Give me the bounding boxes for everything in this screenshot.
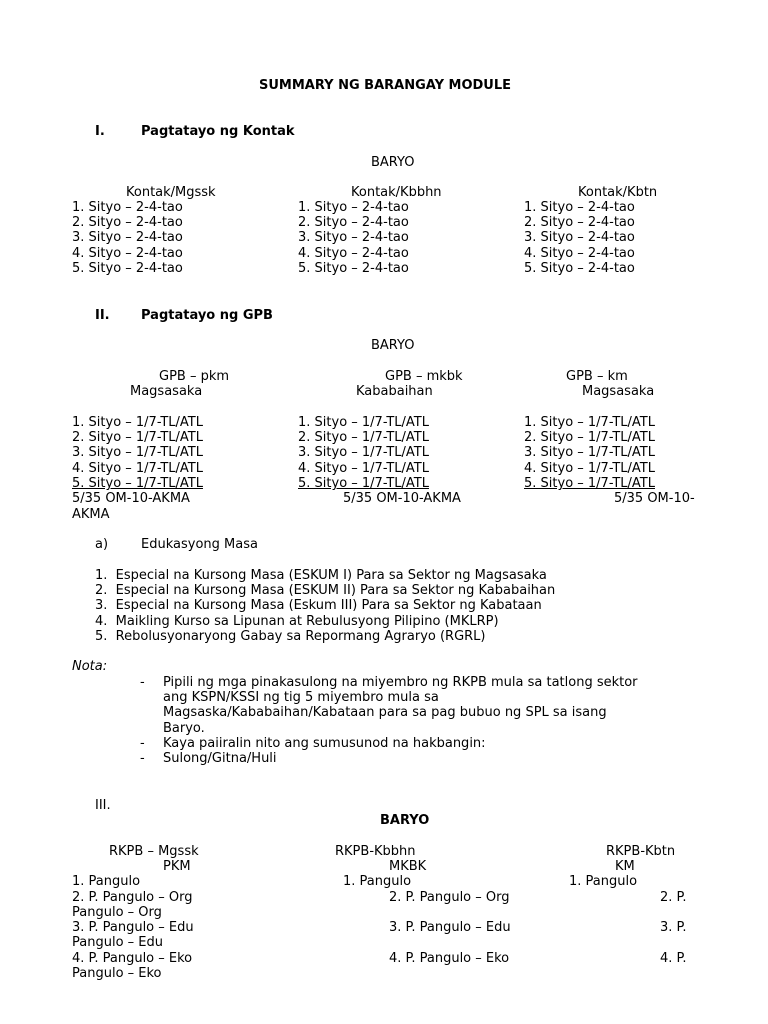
gpb-km-subheader: Magsasaka bbox=[582, 384, 655, 399]
officer-item: 4. P. bbox=[660, 951, 687, 966]
gpb-pkm-subheader: Magsasaka bbox=[130, 384, 203, 399]
officer-item-wrap: Pangulo – Eko bbox=[72, 966, 162, 981]
list-item: 5. Sityo – 1/7-TL/ATL bbox=[72, 476, 203, 491]
list-item: 4. Sityo – 1/7-TL/ATL bbox=[524, 461, 655, 476]
rkpb-kbbhn-header: RKPB-Kbbhn bbox=[335, 844, 416, 859]
list-item: 3. Sityo – 2-4-tao bbox=[72, 230, 183, 245]
nota-item-line: Magsaska/Kababaihan/Kabataan para sa pag bubuo ng SPL sa isang bbox=[163, 705, 607, 720]
nota-item-line: Baryo. bbox=[163, 721, 205, 736]
list-item: 5. Sityo – 1/7-TL/ATL bbox=[524, 476, 655, 491]
total-km: 5/35 OM-10- bbox=[614, 491, 695, 506]
list-item: 3. Especial na Kursong Masa (Eskum III) Para sa Sektor ng Kabataan bbox=[95, 598, 542, 613]
list-item: 1. Sityo – 1/7-TL/ATL bbox=[72, 415, 203, 430]
list-item: 3. Sityo – 1/7-TL/ATL bbox=[524, 445, 655, 460]
total-mkbk: 5/35 OM-10-AKMA bbox=[343, 491, 461, 506]
list-item: 2. Especial na Kursong Masa (ESKUM II) Para sa Sektor ng Kababaihan bbox=[95, 583, 556, 598]
list-item: 2. Sityo – 1/7-TL/ATL bbox=[298, 430, 429, 445]
bullet: - bbox=[140, 675, 145, 690]
list-item: 1. Sityo – 2-4-tao bbox=[524, 200, 635, 215]
list-item: 5. Sityo – 2-4-tao bbox=[524, 261, 635, 276]
list-item: 4. Sityo – 1/7-TL/ATL bbox=[298, 461, 429, 476]
rkpb-mgssk-header: RKPB – Mgssk bbox=[109, 844, 199, 859]
subsection-marker: a) bbox=[95, 537, 109, 552]
list-item: 4. Sityo – 1/7-TL/ATL bbox=[72, 461, 203, 476]
gpb-mkbk-header: GPB – mkbk bbox=[385, 369, 463, 384]
section-2-baryo: BARYO bbox=[371, 338, 415, 353]
nota-item: Kaya paiiralin nito ang sumusunod na hakbangin: bbox=[163, 736, 486, 751]
section-1-heading: Pagtatayo ng Kontak bbox=[141, 124, 295, 139]
bullet: - bbox=[140, 751, 145, 766]
list-item: 4. Maikling Kurso sa Lipunan at Rebulusyong Pilipino (MKLRP) bbox=[95, 614, 499, 629]
list-item: 1. Sityo – 1/7-TL/ATL bbox=[298, 415, 429, 430]
section-2-heading: Pagtatayo ng GPB bbox=[141, 308, 273, 323]
list-item: 4. Sityo – 2-4-tao bbox=[72, 246, 183, 261]
officer-item: 1. Pangulo bbox=[343, 874, 412, 889]
subsection-heading: Edukasyong Masa bbox=[141, 537, 258, 552]
list-item: 2. Sityo – 2-4-tao bbox=[298, 215, 409, 230]
list-item: 1. Sityo – 2-4-tao bbox=[72, 200, 183, 215]
list-item: 3. Sityo – 2-4-tao bbox=[298, 230, 409, 245]
list-item: 3. Sityo – 2-4-tao bbox=[524, 230, 635, 245]
list-item: 2. Sityo – 1/7-TL/ATL bbox=[524, 430, 655, 445]
rkpb-kbbhn-subheader: MKBK bbox=[389, 859, 427, 874]
officer-item-wrap: Pangulo – Org bbox=[72, 905, 162, 920]
list-item: 4. Sityo – 2-4-tao bbox=[298, 246, 409, 261]
nota-item: Sulong/Gitna/Huli bbox=[163, 751, 277, 766]
kontak-kbtn-header: Kontak/Kbtn bbox=[578, 185, 658, 200]
kontak-kbbhn-header: Kontak/Kbbhn bbox=[351, 185, 442, 200]
officer-item: 3. P. bbox=[660, 920, 687, 935]
section-1-baryo: BARYO bbox=[371, 155, 415, 170]
officer-item: 3. P. Pangulo – Edu bbox=[72, 920, 194, 935]
total-km-wrap: AKMA bbox=[72, 507, 110, 522]
officer-item: 2. P. Pangulo – Org bbox=[72, 890, 193, 905]
officer-item: 2. P. Pangulo – Org bbox=[389, 890, 510, 905]
rkpb-mgssk-subheader: PKM bbox=[163, 859, 191, 874]
section-1-numeral: I. bbox=[95, 124, 105, 139]
gpb-pkm-header: GPB – pkm bbox=[159, 369, 230, 384]
officer-item: 4. P. Pangulo – Eko bbox=[389, 951, 510, 966]
document-title: SUMMARY NG BARANGAY MODULE bbox=[259, 78, 512, 93]
list-item: 5. Sityo – 1/7-TL/ATL bbox=[298, 476, 429, 491]
section-3-numeral: III. bbox=[95, 798, 111, 813]
nota-item-line: ang KSPN/KSSI ng tig 5 miyembro mula sa bbox=[163, 690, 439, 705]
bullet: - bbox=[140, 736, 145, 751]
nota-label: Nota: bbox=[72, 659, 108, 674]
gpb-km-header: GPB – km bbox=[566, 369, 628, 384]
list-item: 2. Sityo – 1/7-TL/ATL bbox=[72, 430, 203, 445]
gpb-mkbk-subheader: Kababaihan bbox=[356, 384, 433, 399]
officer-item: 3. P. Pangulo – Edu bbox=[389, 920, 511, 935]
nota-item-line: Pipili ng mga pinakasulong na miyembro ng RKPB mula sa tatlong sektor bbox=[163, 675, 638, 690]
officer-item: 2. P. bbox=[660, 890, 687, 905]
list-item: 2. Sityo – 2-4-tao bbox=[524, 215, 635, 230]
list-item: 5. Rebolusyonaryong Gabay sa Repormang Agraryo (RGRL) bbox=[95, 629, 486, 644]
officer-item: 1. Pangulo bbox=[569, 874, 638, 889]
kontak-mgssk-header: Kontak/Mgssk bbox=[126, 185, 216, 200]
section-3-baryo: BARYO bbox=[380, 813, 430, 828]
section-2-numeral: II. bbox=[95, 308, 110, 323]
officer-item: 4. P. Pangulo – Eko bbox=[72, 951, 193, 966]
total-pkm: 5/35 OM-10-AKMA bbox=[72, 491, 190, 506]
list-item: 3. Sityo – 1/7-TL/ATL bbox=[72, 445, 203, 460]
officer-item-wrap: Pangulo – Edu bbox=[72, 935, 163, 950]
list-item: 5. Sityo – 2-4-tao bbox=[298, 261, 409, 276]
list-item: 1. Sityo – 1/7-TL/ATL bbox=[524, 415, 655, 430]
list-item: 1. Especial na Kursong Masa (ESKUM I) Para sa Sektor ng Magsasaka bbox=[95, 568, 547, 583]
list-item: 4. Sityo – 2-4-tao bbox=[524, 246, 635, 261]
officer-item: 1. Pangulo bbox=[72, 874, 141, 889]
rkpb-kbtn-subheader: KM bbox=[615, 859, 635, 874]
list-item: 1. Sityo – 2-4-tao bbox=[298, 200, 409, 215]
rkpb-kbtn-header: RKPB-Kbtn bbox=[606, 844, 676, 859]
list-item: 2. Sityo – 2-4-tao bbox=[72, 215, 183, 230]
list-item: 3. Sityo – 1/7-TL/ATL bbox=[298, 445, 429, 460]
list-item: 5. Sityo – 2-4-tao bbox=[72, 261, 183, 276]
